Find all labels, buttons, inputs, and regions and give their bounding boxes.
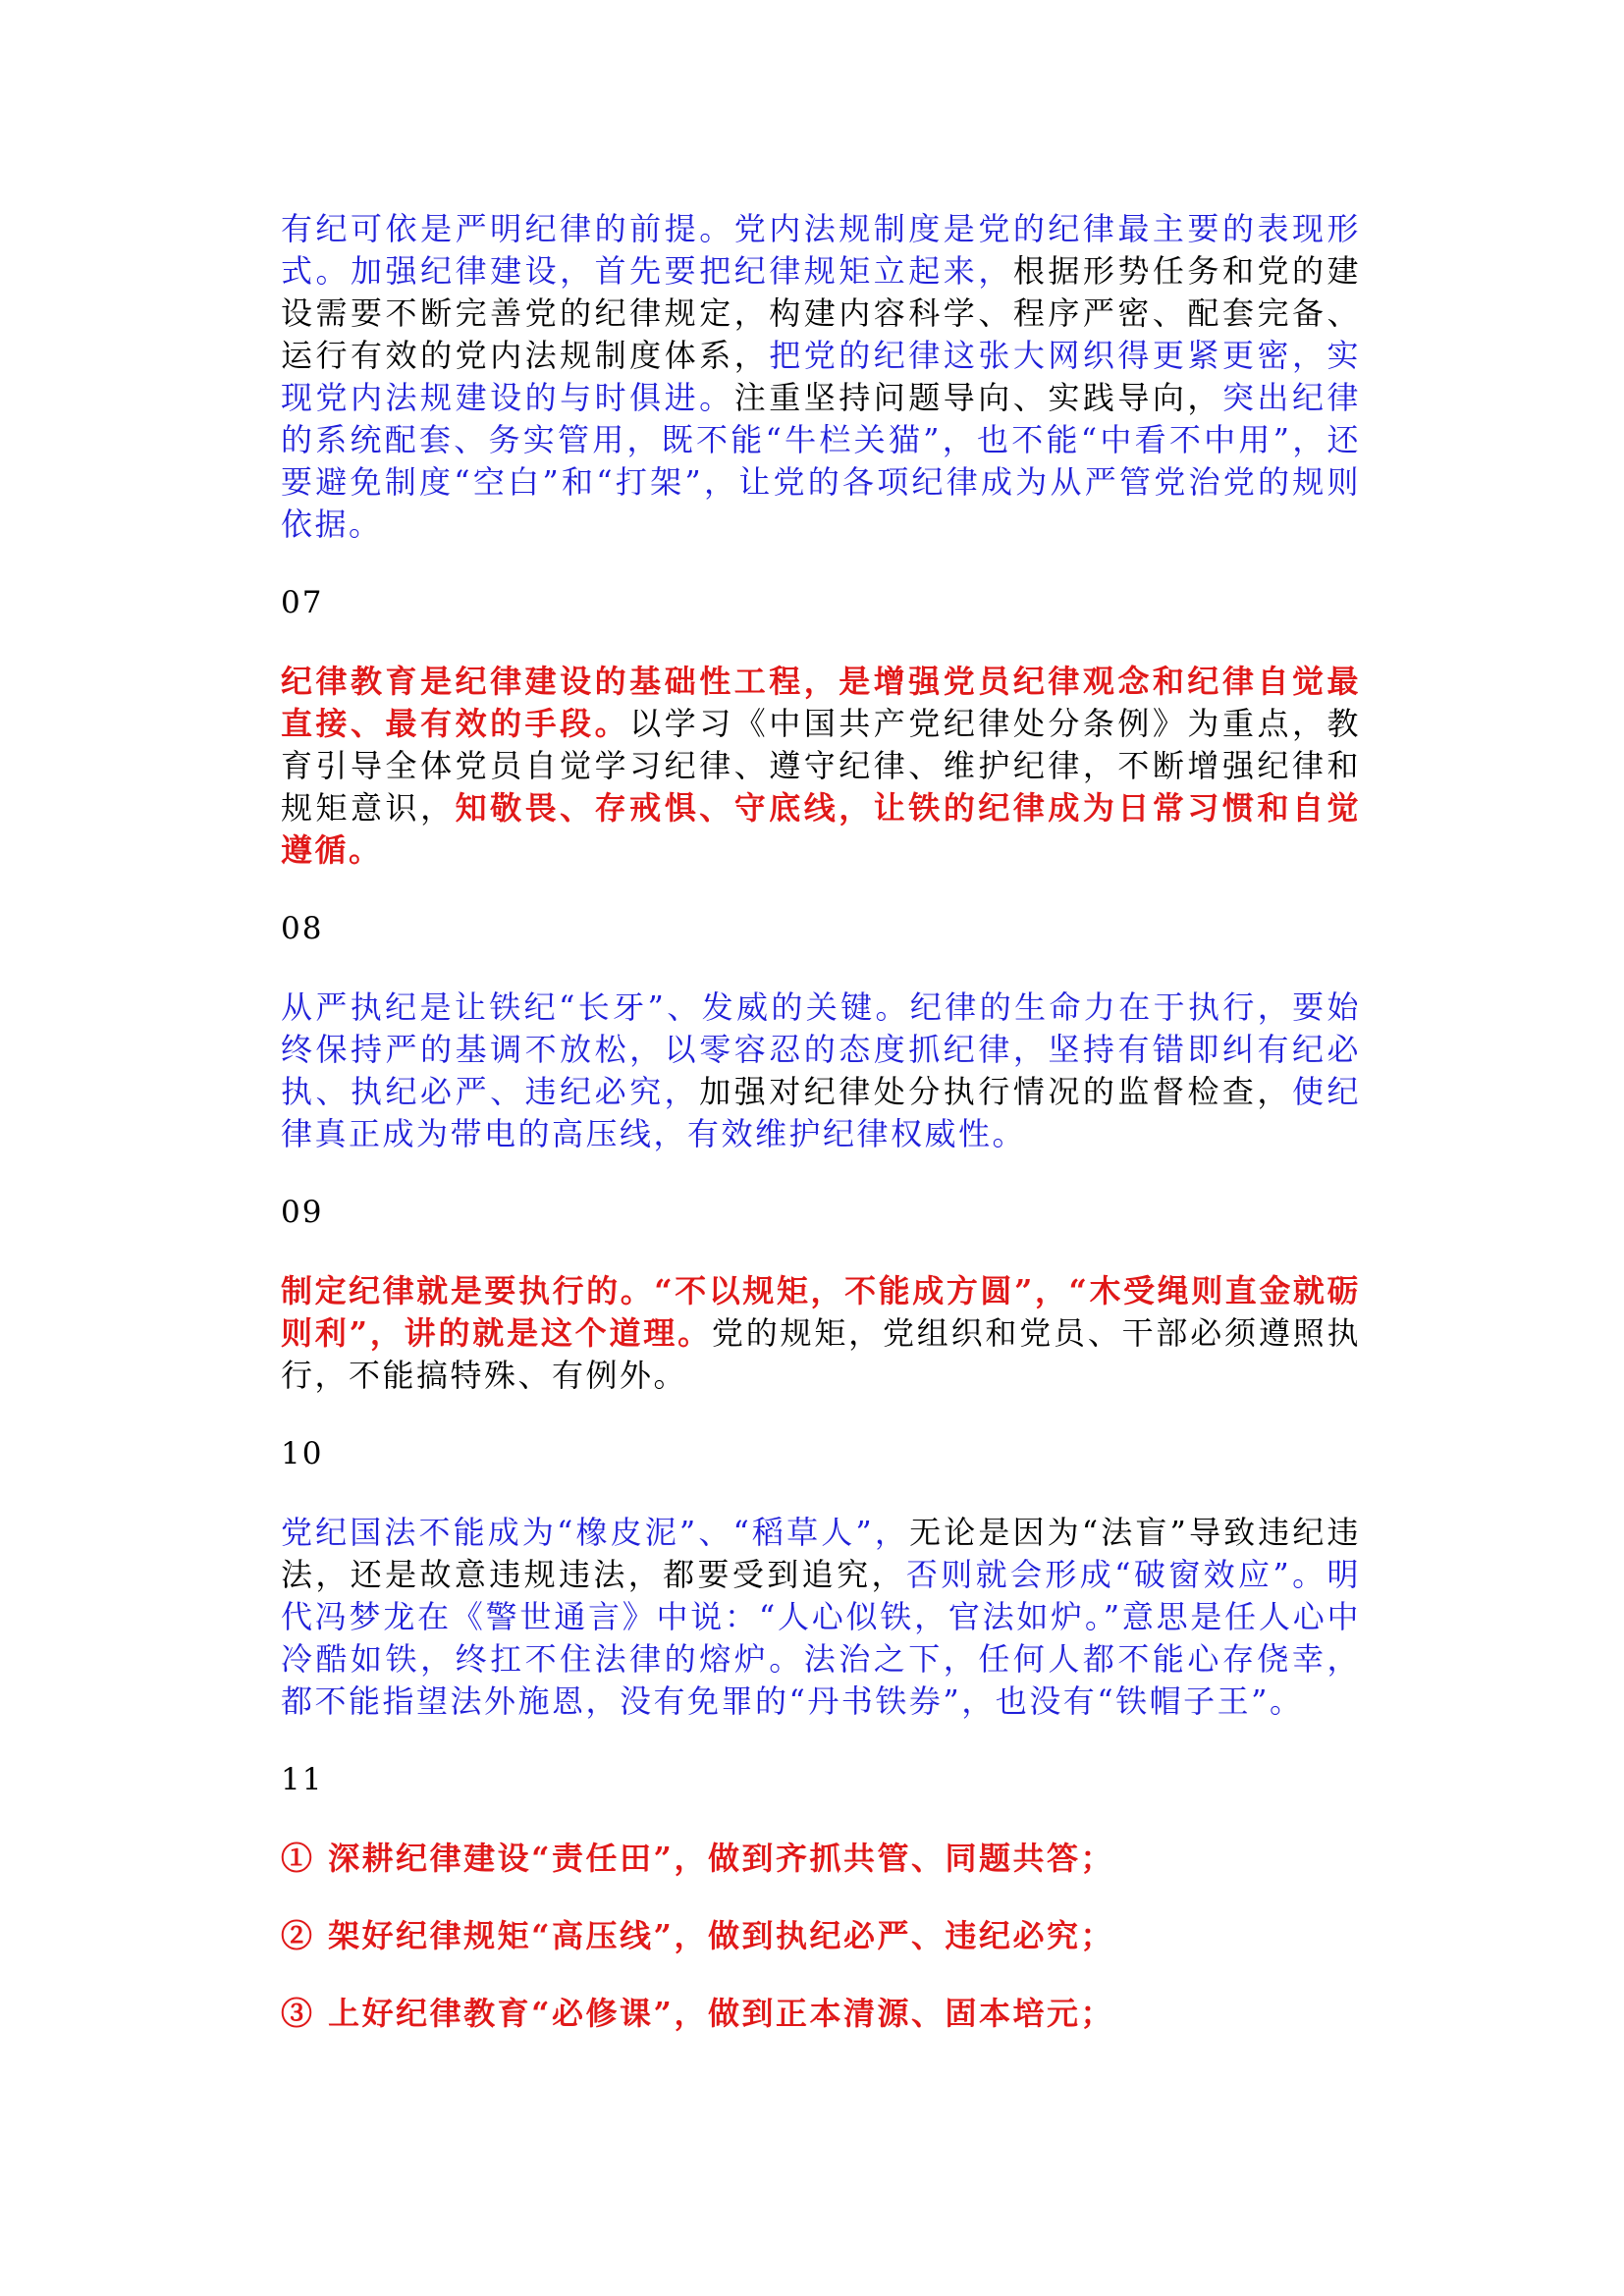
p10-sentence-1: 党纪国法不能成为“橡皮泥”、“稻草人”， [281, 1514, 910, 1551]
section-number-09: 09 [281, 1195, 324, 1230]
p08-sentence-1: 从严执纪是让铁纪“长牙”、发威的关键。纪律的生命力在于执行，要始终保持严的基调不放松，以零容忍的态度抓纪律，坚持有错即纠有纪必执、执纪必严、违纪必究， [281, 988, 1361, 1110]
section-number-08: 08 [281, 911, 324, 946]
document-body [281, 208, 1361, 2035]
p10-sentence-3: 否则就会形成“破窗效应”。明代冯梦龙在《警世通言》中说：“人心似铁，官法如炉。”意思是任人心中冷酷如铁，终扛不住法律的熔炉。法治之下，任何人都不能心存侥幸，都不能指望法外施恩，没有免罪的“丹书铁券”，也没有“铁帽子王”。 [281, 1556, 1361, 1720]
p06-sentence-5: 突出纪律的系统配套、务实管用，既不能“牛栏关猫”，也不能“中看不中用”，还要避免制度“空白”和“打架”，让党的各项纪律成为从严管党治党的规则依据。 [281, 379, 1361, 543]
p07-sentence-2: 以学习《中国共产党纪律处分条例》为重点，教育引导全体党员自觉学习纪律、遵守纪律、维护纪律，不断增强纪律和规矩意识， [281, 705, 1361, 827]
p10-sentence-2: 无论是因为“法盲”导致违纪违法，还是故意违规违法，都要受到追究， [281, 1514, 1361, 1593]
paragraph-09 [281, 1270, 1361, 1397]
p06-sentence-4: 注重坚持问题导向、实践导向， [733, 379, 1222, 416]
p08-sentence-3: 使纪律真正成为带电的高压线，有效维护纪律权威性。 [281, 1073, 1361, 1152]
p09-sentence-2: 党的规矩，党组织和党员、干部必须遵照执行，不能搞特殊、有例外。 [281, 1314, 1361, 1394]
list-item: ① 深耕纪律建设“责任田”，做到齐抓共管、同题共答； [281, 1840, 1114, 1877]
paragraph-08 [281, 987, 1361, 1155]
p08-sentence-2: 加强对纪律处分执行情况的监督检查， [699, 1073, 1292, 1110]
p06-sentence-1: 有纪可依是严明纪律的前提。党内法规制度是党的纪律最主要的表现形式。加强纪律建设，首先要把纪律规矩立起来， [281, 210, 1361, 290]
paragraph-06 [281, 208, 1361, 546]
p06-sentence-3: 把党的纪律这张大网织得更紧更密，实现党内法规建设的与时俱进。 [281, 337, 1361, 416]
p09-sentence-1: 制定纪律就是要执行的。“不以规矩，不能成方圆”，“木受绳则直金就砺则利”，讲的就是这个道理。 [281, 1272, 1361, 1352]
list-item: ③ 上好纪律教育“必修课”，做到正本清源、固本培元； [281, 1995, 1114, 2032]
p07-sentence-1: 纪律教育是纪律建设的基础性工程，是增强党员纪律观念和纪律自觉最直接、最有效的手段。 [281, 663, 1361, 742]
paragraph-10 [281, 1512, 1361, 1723]
p06-sentence-2: 根据形势任务和党的建设需要不断完善党的纪律规定，构建内容科学、程序严密、配套完备、运行有效的党内法规制度体系， [281, 252, 1361, 374]
section-number-07: 07 [281, 585, 324, 620]
section-number-10: 10 [281, 1436, 324, 1471]
section-number-11: 11 [281, 1762, 324, 1797]
paragraph-07 [281, 661, 1361, 872]
p07-sentence-3: 知敬畏、存戒惧、守底线，让铁的纪律成为日常习惯和自觉遵循。 [281, 789, 1361, 869]
list-item: ② 架好纪律规矩“高压线”，做到执纪必严、违纪必究； [281, 1917, 1114, 1954]
